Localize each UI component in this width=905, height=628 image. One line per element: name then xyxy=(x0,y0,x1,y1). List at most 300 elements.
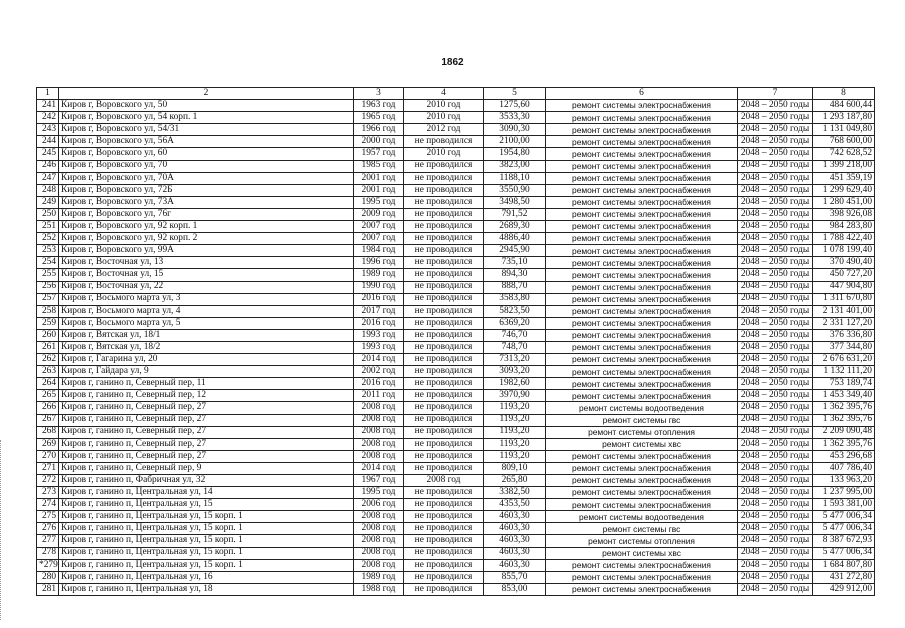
cell-work-type: ремонт системы электроснабжения xyxy=(546,124,738,136)
cell-build-year: 2007 год xyxy=(354,233,404,245)
cell-last-repair-year: не проводился xyxy=(404,571,484,583)
cell-address: Киров г, Гайдара ул, 9 xyxy=(59,366,354,378)
cell-row-number: 270 xyxy=(37,450,59,462)
cell-address: Киров г, Воровского ул, 92 корп. 2 xyxy=(59,233,354,245)
cell-work-type: ремонт системы электроснабжения xyxy=(546,487,738,499)
cell-period: 2048 – 2050 годы xyxy=(738,269,813,281)
cell-cost: 2 676 631,20 xyxy=(813,354,875,366)
cell-build-year: 2008 год xyxy=(354,559,404,571)
cell-row-number: 241 xyxy=(37,100,59,112)
cell-last-repair-year: не проводился xyxy=(404,462,484,474)
table-row xyxy=(37,475,875,487)
cell-area: 6369,20 xyxy=(484,317,546,329)
cell-work-type: ремонт системы электроснабжения xyxy=(546,148,738,160)
cell-last-repair-year: не проводился xyxy=(404,184,484,196)
cell-cost: 753 189,74 xyxy=(813,378,875,390)
cell-build-year: 1996 год xyxy=(354,257,404,269)
cell-last-repair-year: не проводился xyxy=(404,511,484,523)
cell-build-year: 1967 год xyxy=(354,475,404,487)
cell-build-year: 2016 год xyxy=(354,317,404,329)
table-row xyxy=(37,196,875,208)
cell-address: Киров г, Воровского ул, 60 xyxy=(59,148,354,160)
cell-address: Киров г, ганино п, Северный пер, 11 xyxy=(59,378,354,390)
column-header-8: 8 xyxy=(813,88,875,100)
cell-period: 2048 – 2050 годы xyxy=(738,112,813,124)
cell-work-type: ремонт системы электроснабжения xyxy=(546,269,738,281)
cell-cost: 376 336,80 xyxy=(813,329,875,341)
cell-address: Киров г, ганино п, Северный пер, 27 xyxy=(59,426,354,438)
cell-work-type: ремонт системы электроснабжения xyxy=(546,293,738,305)
cell-cost: 8 387 672,93 xyxy=(813,535,875,547)
cell-address: Киров г, Восьмого марта ул, 5 xyxy=(59,317,354,329)
cell-last-repair-year: не проводился xyxy=(404,293,484,305)
cell-row-number: 268 xyxy=(37,426,59,438)
table-row xyxy=(37,402,875,414)
cell-work-type: ремонт системы электроснабжения xyxy=(546,245,738,257)
cell-build-year: 2016 год xyxy=(354,293,404,305)
cell-address: Киров г, ганино п, Центральная ул, 18 xyxy=(59,583,354,595)
table-row xyxy=(37,523,875,535)
cell-period: 2048 – 2050 годы xyxy=(738,233,813,245)
cell-build-year: 2017 год xyxy=(354,305,404,317)
cell-last-repair-year: не проводился xyxy=(404,172,484,184)
cell-cost: 1 788 422,40 xyxy=(813,233,875,245)
table-row xyxy=(37,208,875,220)
column-header-3: 3 xyxy=(354,88,404,100)
cell-build-year: 1966 год xyxy=(354,124,404,136)
cell-build-year: 1985 год xyxy=(354,160,404,172)
cell-cost: 133 963,20 xyxy=(813,475,875,487)
cell-row-number: 258 xyxy=(37,305,59,317)
cell-period: 2048 – 2050 годы xyxy=(738,547,813,559)
cell-row-number: 243 xyxy=(37,124,59,136)
cell-area: 1954,80 xyxy=(484,148,546,160)
cell-row-number: 267 xyxy=(37,414,59,426)
cell-last-repair-year: не проводился xyxy=(404,329,484,341)
cell-area: 2945,90 xyxy=(484,245,546,257)
table-row xyxy=(37,233,875,245)
register-table xyxy=(36,87,875,596)
cell-work-type: ремонт системы электроснабжения xyxy=(546,583,738,595)
cell-row-number: 264 xyxy=(37,378,59,390)
cell-period: 2048 – 2050 годы xyxy=(738,487,813,499)
table-row xyxy=(37,148,875,160)
cell-row-number: 274 xyxy=(37,499,59,511)
cell-work-type: ремонт системы водоотведения xyxy=(546,511,738,523)
cell-last-repair-year: не проводился xyxy=(404,366,484,378)
cell-last-repair-year: 2010 год xyxy=(404,100,484,112)
cell-work-type: ремонт системы электроснабжения xyxy=(546,329,738,341)
table-row xyxy=(37,511,875,523)
cell-cost: 2 331 127,20 xyxy=(813,317,875,329)
cell-last-repair-year: не проводился xyxy=(404,221,484,233)
cell-row-number: 262 xyxy=(37,354,59,366)
cell-area: 4603,30 xyxy=(484,523,546,535)
cell-period: 2048 – 2050 годы xyxy=(738,438,813,450)
cell-area: 1188,10 xyxy=(484,172,546,184)
cell-work-type: ремонт системы электроснабжения xyxy=(546,475,738,487)
cell-area: 894,30 xyxy=(484,269,546,281)
cell-work-type: ремонт системы электроснабжения xyxy=(546,112,738,124)
cell-last-repair-year: не проводился xyxy=(404,233,484,245)
cell-period: 2048 – 2050 годы xyxy=(738,426,813,438)
cell-row-number: 253 xyxy=(37,245,59,257)
column-header-2: 2 xyxy=(59,88,354,100)
cell-cost: 377 344,80 xyxy=(813,341,875,353)
cell-address: Киров г, ганино п, Северный пер, 12 xyxy=(59,390,354,402)
cell-last-repair-year: не проводился xyxy=(404,354,484,366)
cell-area: 855,70 xyxy=(484,571,546,583)
cell-address: Киров г, Восьмого марта ул, 4 xyxy=(59,305,354,317)
table-row xyxy=(37,414,875,426)
cell-build-year: 2008 год xyxy=(354,426,404,438)
cell-work-type: ремонт системы электроснабжения xyxy=(546,354,738,366)
table-row xyxy=(37,172,875,184)
cell-build-year: 1995 год xyxy=(354,487,404,499)
cell-address: Киров г, ганино п, Центральная ул, 15 xyxy=(59,499,354,511)
cell-cost: 1 453 349,40 xyxy=(813,390,875,402)
cell-address: Киров г, ганино п, Центральная ул, 15 корп. 1 xyxy=(59,547,354,559)
cell-work-type: ремонт системы электроснабжения xyxy=(546,499,738,511)
cell-last-repair-year: не проводился xyxy=(404,559,484,571)
cell-build-year: 1989 год xyxy=(354,571,404,583)
table-row xyxy=(37,462,875,474)
cell-cost: 1 362 395,76 xyxy=(813,438,875,450)
cell-address: Киров г, ганино п, Центральная ул, 15 корп. 1 xyxy=(59,523,354,535)
cell-last-repair-year: не проводился xyxy=(404,414,484,426)
table-row xyxy=(37,535,875,547)
cell-cost: 407 786,40 xyxy=(813,462,875,474)
cell-build-year: 2011 год xyxy=(354,390,404,402)
cell-build-year: 1989 год xyxy=(354,269,404,281)
cell-area: 735,10 xyxy=(484,257,546,269)
cell-row-number: 271 xyxy=(37,462,59,474)
cell-build-year: 2014 год xyxy=(354,354,404,366)
cell-row-number: 247 xyxy=(37,172,59,184)
table-row xyxy=(37,100,875,112)
cell-last-repair-year: не проводился xyxy=(404,535,484,547)
cell-row-number: 269 xyxy=(37,438,59,450)
cell-period: 2048 – 2050 годы xyxy=(738,257,813,269)
table-body xyxy=(37,100,875,596)
cell-area: 746,70 xyxy=(484,329,546,341)
cell-last-repair-year: 2010 год xyxy=(404,148,484,160)
cell-work-type: ремонт системы отопления xyxy=(546,535,738,547)
cell-last-repair-year: не проводился xyxy=(404,499,484,511)
cell-cost: 398 926,08 xyxy=(813,208,875,220)
cell-period: 2048 – 2050 годы xyxy=(738,329,813,341)
cell-cost: 984 283,80 xyxy=(813,221,875,233)
cell-last-repair-year: не проводился xyxy=(404,208,484,220)
cell-period: 2048 – 2050 годы xyxy=(738,583,813,595)
cell-row-number: 248 xyxy=(37,184,59,196)
cell-work-type: ремонт системы электроснабжения xyxy=(546,390,738,402)
cell-address: Киров г, Воровского ул, 50 xyxy=(59,100,354,112)
table-row xyxy=(37,583,875,595)
table-row xyxy=(37,317,875,329)
cell-build-year: 2002 год xyxy=(354,366,404,378)
table-row xyxy=(37,112,875,124)
cell-cost: 1 293 187,80 xyxy=(813,112,875,124)
table-row xyxy=(37,305,875,317)
cell-address: Киров г, ганино п, Северный пер, 27 xyxy=(59,438,354,450)
cell-area: 809,10 xyxy=(484,462,546,474)
cell-area: 1982,60 xyxy=(484,378,546,390)
cell-build-year: 2008 год xyxy=(354,523,404,535)
cell-cost: 450 727,20 xyxy=(813,269,875,281)
cell-work-type: ремонт системы электроснабжения xyxy=(546,281,738,293)
table-row xyxy=(37,293,875,305)
table-row xyxy=(37,390,875,402)
cell-work-type: ремонт системы электроснабжения xyxy=(546,221,738,233)
cell-period: 2048 – 2050 годы xyxy=(738,221,813,233)
cell-address: Киров г, Воровского ул, 92 корп. 1 xyxy=(59,221,354,233)
cell-work-type: ремонт системы электроснабжения xyxy=(546,257,738,269)
cell-build-year: 1988 год xyxy=(354,583,404,595)
cell-build-year: 2008 год xyxy=(354,402,404,414)
column-header-4: 4 xyxy=(404,88,484,100)
table-row xyxy=(37,124,875,136)
cell-cost: 1 362 395,76 xyxy=(813,402,875,414)
cell-area: 853,00 xyxy=(484,583,546,595)
cell-last-repair-year: не проводился xyxy=(404,583,484,595)
cell-cost: 1 593 381,00 xyxy=(813,499,875,511)
cell-address: Киров г, ганино п, Фабричная ул, 32 xyxy=(59,475,354,487)
cell-last-repair-year: не проводился xyxy=(404,317,484,329)
cell-period: 2048 – 2050 годы xyxy=(738,414,813,426)
cell-last-repair-year: не проводился xyxy=(404,269,484,281)
cell-work-type: ремонт системы гвс xyxy=(546,523,738,535)
cell-address: Киров г, Вятская ул, 18/2 xyxy=(59,341,354,353)
cell-period: 2048 – 2050 годы xyxy=(738,523,813,535)
column-header-7: 7 xyxy=(738,88,813,100)
cell-last-repair-year: не проводился xyxy=(404,402,484,414)
cell-period: 2048 – 2050 годы xyxy=(738,475,813,487)
cell-cost: 768 600,00 xyxy=(813,136,875,148)
table-row xyxy=(37,450,875,462)
cell-area: 3970,90 xyxy=(484,390,546,402)
table-row xyxy=(37,160,875,172)
cell-work-type: ремонт системы электроснабжения xyxy=(546,571,738,583)
cell-area: 5823,50 xyxy=(484,305,546,317)
cell-address: Киров г, Воровского ул, 54 корп. 1 xyxy=(59,112,354,124)
cell-row-number: 263 xyxy=(37,366,59,378)
cell-build-year: 2006 год xyxy=(354,499,404,511)
cell-last-repair-year: 2010 год xyxy=(404,112,484,124)
cell-work-type: ремонт системы электроснабжения xyxy=(546,184,738,196)
cell-last-repair-year: не проводился xyxy=(404,257,484,269)
cell-row-number: 256 xyxy=(37,281,59,293)
cell-area: 3090,30 xyxy=(484,124,546,136)
cell-last-repair-year: 2008 год xyxy=(404,475,484,487)
cell-last-repair-year: не проводился xyxy=(404,438,484,450)
cell-area: 4353,50 xyxy=(484,499,546,511)
cell-last-repair-year: не проводился xyxy=(404,281,484,293)
cell-row-number: 266 xyxy=(37,402,59,414)
cell-row-number: 275 xyxy=(37,511,59,523)
cell-area: 1193,20 xyxy=(484,438,546,450)
cell-work-type: ремонт системы электроснабжения xyxy=(546,317,738,329)
table-row xyxy=(37,426,875,438)
cell-area: 3583,80 xyxy=(484,293,546,305)
cell-address: Киров г, Воровского ул, 56А xyxy=(59,136,354,148)
cell-area: 3533,30 xyxy=(484,112,546,124)
cell-address: Киров г, Воровского ул, 70А xyxy=(59,172,354,184)
cell-row-number: *279 xyxy=(37,559,59,571)
cell-period: 2048 – 2050 годы xyxy=(738,317,813,329)
cell-area: 4603,30 xyxy=(484,535,546,547)
cell-area: 3093,20 xyxy=(484,366,546,378)
cell-build-year: 2001 год xyxy=(354,172,404,184)
cell-build-year: 2008 год xyxy=(354,535,404,547)
cell-address: Киров г, ганино п, Северный пер, 9 xyxy=(59,462,354,474)
cell-period: 2048 – 2050 годы xyxy=(738,462,813,474)
cell-row-number: 272 xyxy=(37,475,59,487)
cell-row-number: 254 xyxy=(37,257,59,269)
cell-area: 748,70 xyxy=(484,341,546,353)
cell-cost: 742 628,52 xyxy=(813,148,875,160)
cell-work-type: ремонт системы электроснабжения xyxy=(546,233,738,245)
cell-build-year: 2008 год xyxy=(354,438,404,450)
table-row xyxy=(37,184,875,196)
cell-row-number: 273 xyxy=(37,487,59,499)
cell-cost: 1 399 218,00 xyxy=(813,160,875,172)
table-row xyxy=(37,341,875,353)
cell-area: 1193,20 xyxy=(484,450,546,462)
column-header-6: 6 xyxy=(546,88,738,100)
cell-row-number: 242 xyxy=(37,112,59,124)
cell-address: Киров г, Восточная ул, 15 xyxy=(59,269,354,281)
cell-cost: 1 362 395,76 xyxy=(813,414,875,426)
margin-mark xyxy=(0,440,4,620)
cell-area: 1275,60 xyxy=(484,100,546,112)
cell-cost: 1 280 451,00 xyxy=(813,196,875,208)
cell-cost: 1 078 199,40 xyxy=(813,245,875,257)
cell-build-year: 2000 год xyxy=(354,136,404,148)
cell-last-repair-year: 2012 год xyxy=(404,124,484,136)
cell-row-number: 276 xyxy=(37,523,59,535)
cell-area: 3382,50 xyxy=(484,487,546,499)
cell-period: 2048 – 2050 годы xyxy=(738,245,813,257)
cell-period: 2048 – 2050 годы xyxy=(738,208,813,220)
cell-period: 2048 – 2050 годы xyxy=(738,366,813,378)
cell-area: 4603,30 xyxy=(484,511,546,523)
cell-cost: 1 311 670,80 xyxy=(813,293,875,305)
cell-period: 2048 – 2050 годы xyxy=(738,354,813,366)
cell-last-repair-year: не проводился xyxy=(404,390,484,402)
cell-build-year: 2008 год xyxy=(354,511,404,523)
cell-work-type: ремонт системы электроснабжения xyxy=(546,366,738,378)
table-row xyxy=(37,547,875,559)
cell-work-type: ремонт системы электроснабжения xyxy=(546,136,738,148)
table-row xyxy=(37,438,875,450)
cell-period: 2048 – 2050 годы xyxy=(738,402,813,414)
cell-build-year: 1984 год xyxy=(354,245,404,257)
cell-cost: 1 299 629,40 xyxy=(813,184,875,196)
cell-work-type: ремонт системы электроснабжения xyxy=(546,462,738,474)
cell-period: 2048 – 2050 годы xyxy=(738,184,813,196)
cell-area: 1193,20 xyxy=(484,414,546,426)
cell-last-repair-year: не проводился xyxy=(404,426,484,438)
cell-cost: 453 296,68 xyxy=(813,450,875,462)
cell-address: Киров г, Воровского ул, 70 xyxy=(59,160,354,172)
cell-build-year: 1963 год xyxy=(354,100,404,112)
cell-area: 3498,50 xyxy=(484,196,546,208)
cell-period: 2048 – 2050 годы xyxy=(738,535,813,547)
cell-address: Киров г, Воровского ул, 76г xyxy=(59,208,354,220)
cell-row-number: 261 xyxy=(37,341,59,353)
cell-address: Киров г, Вятская ул, 18/1 xyxy=(59,329,354,341)
cell-build-year: 1993 год xyxy=(354,341,404,353)
cell-build-year: 2008 год xyxy=(354,547,404,559)
cell-last-repair-year: не проводился xyxy=(404,450,484,462)
cell-work-type: ремонт системы электроснабжения xyxy=(546,378,738,390)
cell-row-number: 255 xyxy=(37,269,59,281)
cell-period: 2048 – 2050 годы xyxy=(738,281,813,293)
cell-period: 2048 – 2050 годы xyxy=(738,559,813,571)
cell-area: 3550,90 xyxy=(484,184,546,196)
cell-cost: 5 477 006,34 xyxy=(813,511,875,523)
cell-row-number: 244 xyxy=(37,136,59,148)
cell-row-number: 257 xyxy=(37,293,59,305)
table-row xyxy=(37,281,875,293)
cell-area: 4603,30 xyxy=(484,559,546,571)
header-row xyxy=(37,88,875,100)
cell-area: 7313,20 xyxy=(484,354,546,366)
cell-work-type: ремонт системы водоотведения xyxy=(546,402,738,414)
cell-cost: 2 131 401,00 xyxy=(813,305,875,317)
cell-area: 1193,20 xyxy=(484,402,546,414)
cell-period: 2048 – 2050 годы xyxy=(738,160,813,172)
cell-build-year: 2016 год xyxy=(354,378,404,390)
cell-build-year: 1990 год xyxy=(354,281,404,293)
cell-area: 791,52 xyxy=(484,208,546,220)
table-row xyxy=(37,269,875,281)
cell-area: 888,70 xyxy=(484,281,546,293)
cell-address: Киров г, Воровского ул, 72Б xyxy=(59,184,354,196)
cell-period: 2048 – 2050 годы xyxy=(738,136,813,148)
cell-period: 2048 – 2050 годы xyxy=(738,341,813,353)
cell-period: 2048 – 2050 годы xyxy=(738,124,813,136)
cell-work-type: ремонт системы гвс xyxy=(546,414,738,426)
cell-address: Киров г, Восточная ул, 13 xyxy=(59,257,354,269)
cell-last-repair-year: не проводился xyxy=(404,136,484,148)
cell-cost: 1 131 049,80 xyxy=(813,124,875,136)
cell-address: Киров г, Гагарина ул, 20 xyxy=(59,354,354,366)
table-row xyxy=(37,245,875,257)
cell-cost: 429 912,00 xyxy=(813,583,875,595)
cell-address: Киров г, ганино п, Центральная ул, 14 xyxy=(59,487,354,499)
cell-address: Киров г, ганино п, Северный пер, 27 xyxy=(59,402,354,414)
cell-work-type: ремонт системы хвс xyxy=(546,547,738,559)
cell-work-type: ремонт системы хвс xyxy=(546,438,738,450)
cell-last-repair-year: не проводился xyxy=(404,341,484,353)
cell-area: 4886,40 xyxy=(484,233,546,245)
cell-period: 2048 – 2050 годы xyxy=(738,390,813,402)
cell-row-number: 245 xyxy=(37,148,59,160)
cell-row-number: 260 xyxy=(37,329,59,341)
cell-work-type: ремонт системы электроснабжения xyxy=(546,160,738,172)
cell-work-type: ремонт системы электроснабжения xyxy=(546,208,738,220)
cell-address: Киров г, ганино п, Северный пер, 27 xyxy=(59,450,354,462)
cell-work-type: ремонт системы электроснабжения xyxy=(546,172,738,184)
cell-cost: 5 477 006,34 xyxy=(813,547,875,559)
table-row xyxy=(37,136,875,148)
cell-work-type: ремонт системы электроснабжения xyxy=(546,450,738,462)
column-header-5: 5 xyxy=(484,88,546,100)
cell-address: Киров г, ганино п, Центральная ул, 16 xyxy=(59,571,354,583)
cell-address: Киров г, ганино п, Центральная ул, 15 корп. 1 xyxy=(59,535,354,547)
